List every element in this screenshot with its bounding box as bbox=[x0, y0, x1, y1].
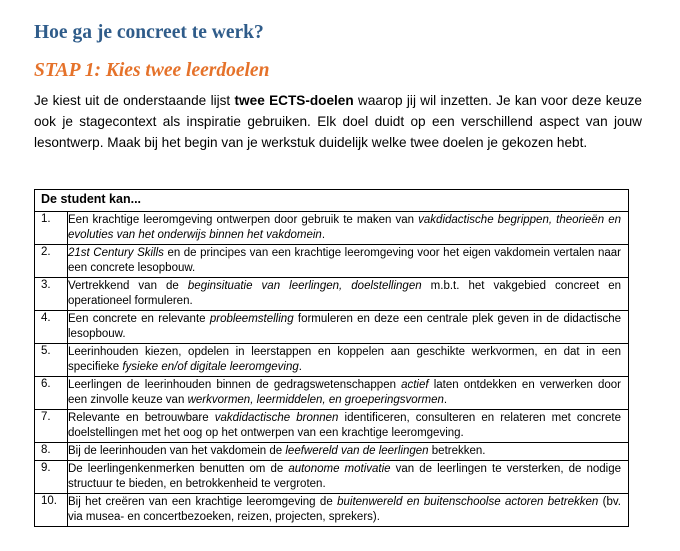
row-text-part: (bv. via musea- en concertbezoeken, reizen, projecten, sprekers). bbox=[68, 496, 621, 523]
table-row bbox=[35, 212, 629, 245]
row-text-part: . bbox=[298, 361, 302, 373]
row-text-part: Bij het creëren van een krachtige leeromgeving de bbox=[68, 496, 338, 508]
row-text-part: betrekken. bbox=[428, 445, 486, 457]
intro-bold: twee ECTS-doelen bbox=[234, 93, 354, 108]
row-text bbox=[68, 245, 629, 278]
table-row bbox=[35, 311, 629, 344]
row-text-italic: autonome motivatie bbox=[288, 463, 391, 475]
row-number: 3. bbox=[35, 278, 68, 311]
row-text-part: Relevante en betrouwbare bbox=[68, 412, 215, 424]
row-text-italic: leefwereld van de leerlingen bbox=[285, 445, 429, 457]
row-text bbox=[68, 278, 629, 311]
table-row bbox=[35, 443, 629, 461]
step-title: STAP 1: Kies twee leerdoelen bbox=[34, 60, 270, 81]
row-text-part: Leerinhouden kiezen, opdelen in leerstappen en koppelen aan geschikte werkvormen, en dat in een specifieke bbox=[68, 346, 621, 373]
row-text-part: De leerlingenkenmerken benutten om de bbox=[68, 463, 289, 475]
table-header: De student kan... bbox=[35, 190, 629, 212]
row-text-italic: buitenwereld en buitenschoolse actoren betrekken bbox=[337, 496, 599, 508]
row-text bbox=[68, 377, 629, 410]
row-number: 5. bbox=[35, 344, 68, 377]
row-text-part: Een concrete en relevante bbox=[68, 313, 210, 325]
row-text-italic: beginsituatie van leerlingen, doelstellingen bbox=[187, 280, 422, 292]
table-header-row bbox=[35, 190, 629, 212]
row-text bbox=[68, 410, 629, 443]
row-text-italic: vakdidactische begrippen, theorieën en evoluties van het onderwijs binnen het vakdomein bbox=[68, 214, 621, 241]
row-text-part: Een krachtige leeromgeving ontwerpen door gebruik te maken van bbox=[68, 214, 419, 226]
row-number: 7. bbox=[35, 410, 68, 443]
row-text-part: laten ontdekken en verwerken door een zinvolle keuze van bbox=[68, 379, 621, 406]
row-text-italic: werkvormen, leermiddelen, en groeperingsvormen bbox=[187, 394, 444, 406]
table-row bbox=[35, 410, 629, 443]
row-number: 4. bbox=[35, 311, 68, 344]
row-text bbox=[68, 461, 629, 494]
row-text-part: identificeren, consulteren en relateren met concrete doelstellingen met het oog op het ontwerpen van een krachtige leeromgeving. bbox=[68, 412, 621, 439]
row-text bbox=[68, 344, 629, 377]
row-text-italic: fysieke en/of digitale leeromgeving bbox=[122, 361, 299, 373]
intro-text-2: waarop jij wil inzetten. Je kan voor deze keuze ook je stagecontext als inspiratie gebruiken. Elk doel duidt op een verschillend aspect van jouw lesontwerp. Maak bij het begin van je werkstuk duidelijk welke twee doelen je gekozen hebt. bbox=[34, 93, 642, 150]
row-text bbox=[68, 443, 629, 461]
goals-table bbox=[34, 189, 629, 527]
row-number: 1. bbox=[35, 212, 68, 245]
page-heading: Hoe ga je concreet te werk? bbox=[34, 22, 264, 43]
row-text-part: . bbox=[321, 229, 326, 241]
table-row bbox=[35, 344, 629, 377]
row-text bbox=[68, 311, 629, 344]
row-text-part: . bbox=[443, 394, 448, 406]
row-text-italic: probleemstelling bbox=[209, 313, 294, 325]
row-text-part: Vertrekkend van de bbox=[68, 280, 188, 292]
row-text-part: en de principes van een krachtige leeromgeving voor het eigen vakdomein vertalen naar een concrete lesopbouw. bbox=[68, 247, 621, 274]
row-number: 6. bbox=[35, 377, 68, 410]
row-text-italic: 21st Century Skills bbox=[68, 247, 164, 259]
row-text-italic: vakdidactische bronnen bbox=[214, 412, 339, 424]
table-row bbox=[35, 245, 629, 278]
table-row bbox=[35, 278, 629, 311]
row-number: 8. bbox=[35, 443, 68, 461]
row-text-part: Leerlingen de leerinhouden binnen de gedragswetenschappen bbox=[68, 379, 402, 391]
row-number: 2. bbox=[35, 245, 68, 278]
row-text-part: formuleren en deze een centrale plek geven in de didactische lesopbouw. bbox=[68, 313, 622, 340]
row-text-part: van de leerlingen te versterken, de nodige structuur te bieden, en betrokkenheid te vergroten. bbox=[68, 463, 621, 490]
intro-text-1: Je kiest uit de onderstaande lijst bbox=[34, 93, 235, 108]
table-row bbox=[35, 377, 629, 410]
row-number: 9. bbox=[35, 461, 68, 494]
row-text-part: Bij de leerinhouden van het vakdomein de bbox=[68, 445, 286, 457]
table-row bbox=[35, 461, 629, 494]
row-text bbox=[68, 494, 629, 527]
intro-paragraph bbox=[34, 90, 642, 153]
row-text-italic: actief bbox=[401, 379, 429, 391]
row-number: 10. bbox=[35, 494, 68, 527]
row-text-part: m.b.t. het vakgebied concreet en operationeel formuleren. bbox=[68, 280, 621, 307]
table-row bbox=[35, 494, 629, 527]
row-text bbox=[68, 212, 629, 245]
